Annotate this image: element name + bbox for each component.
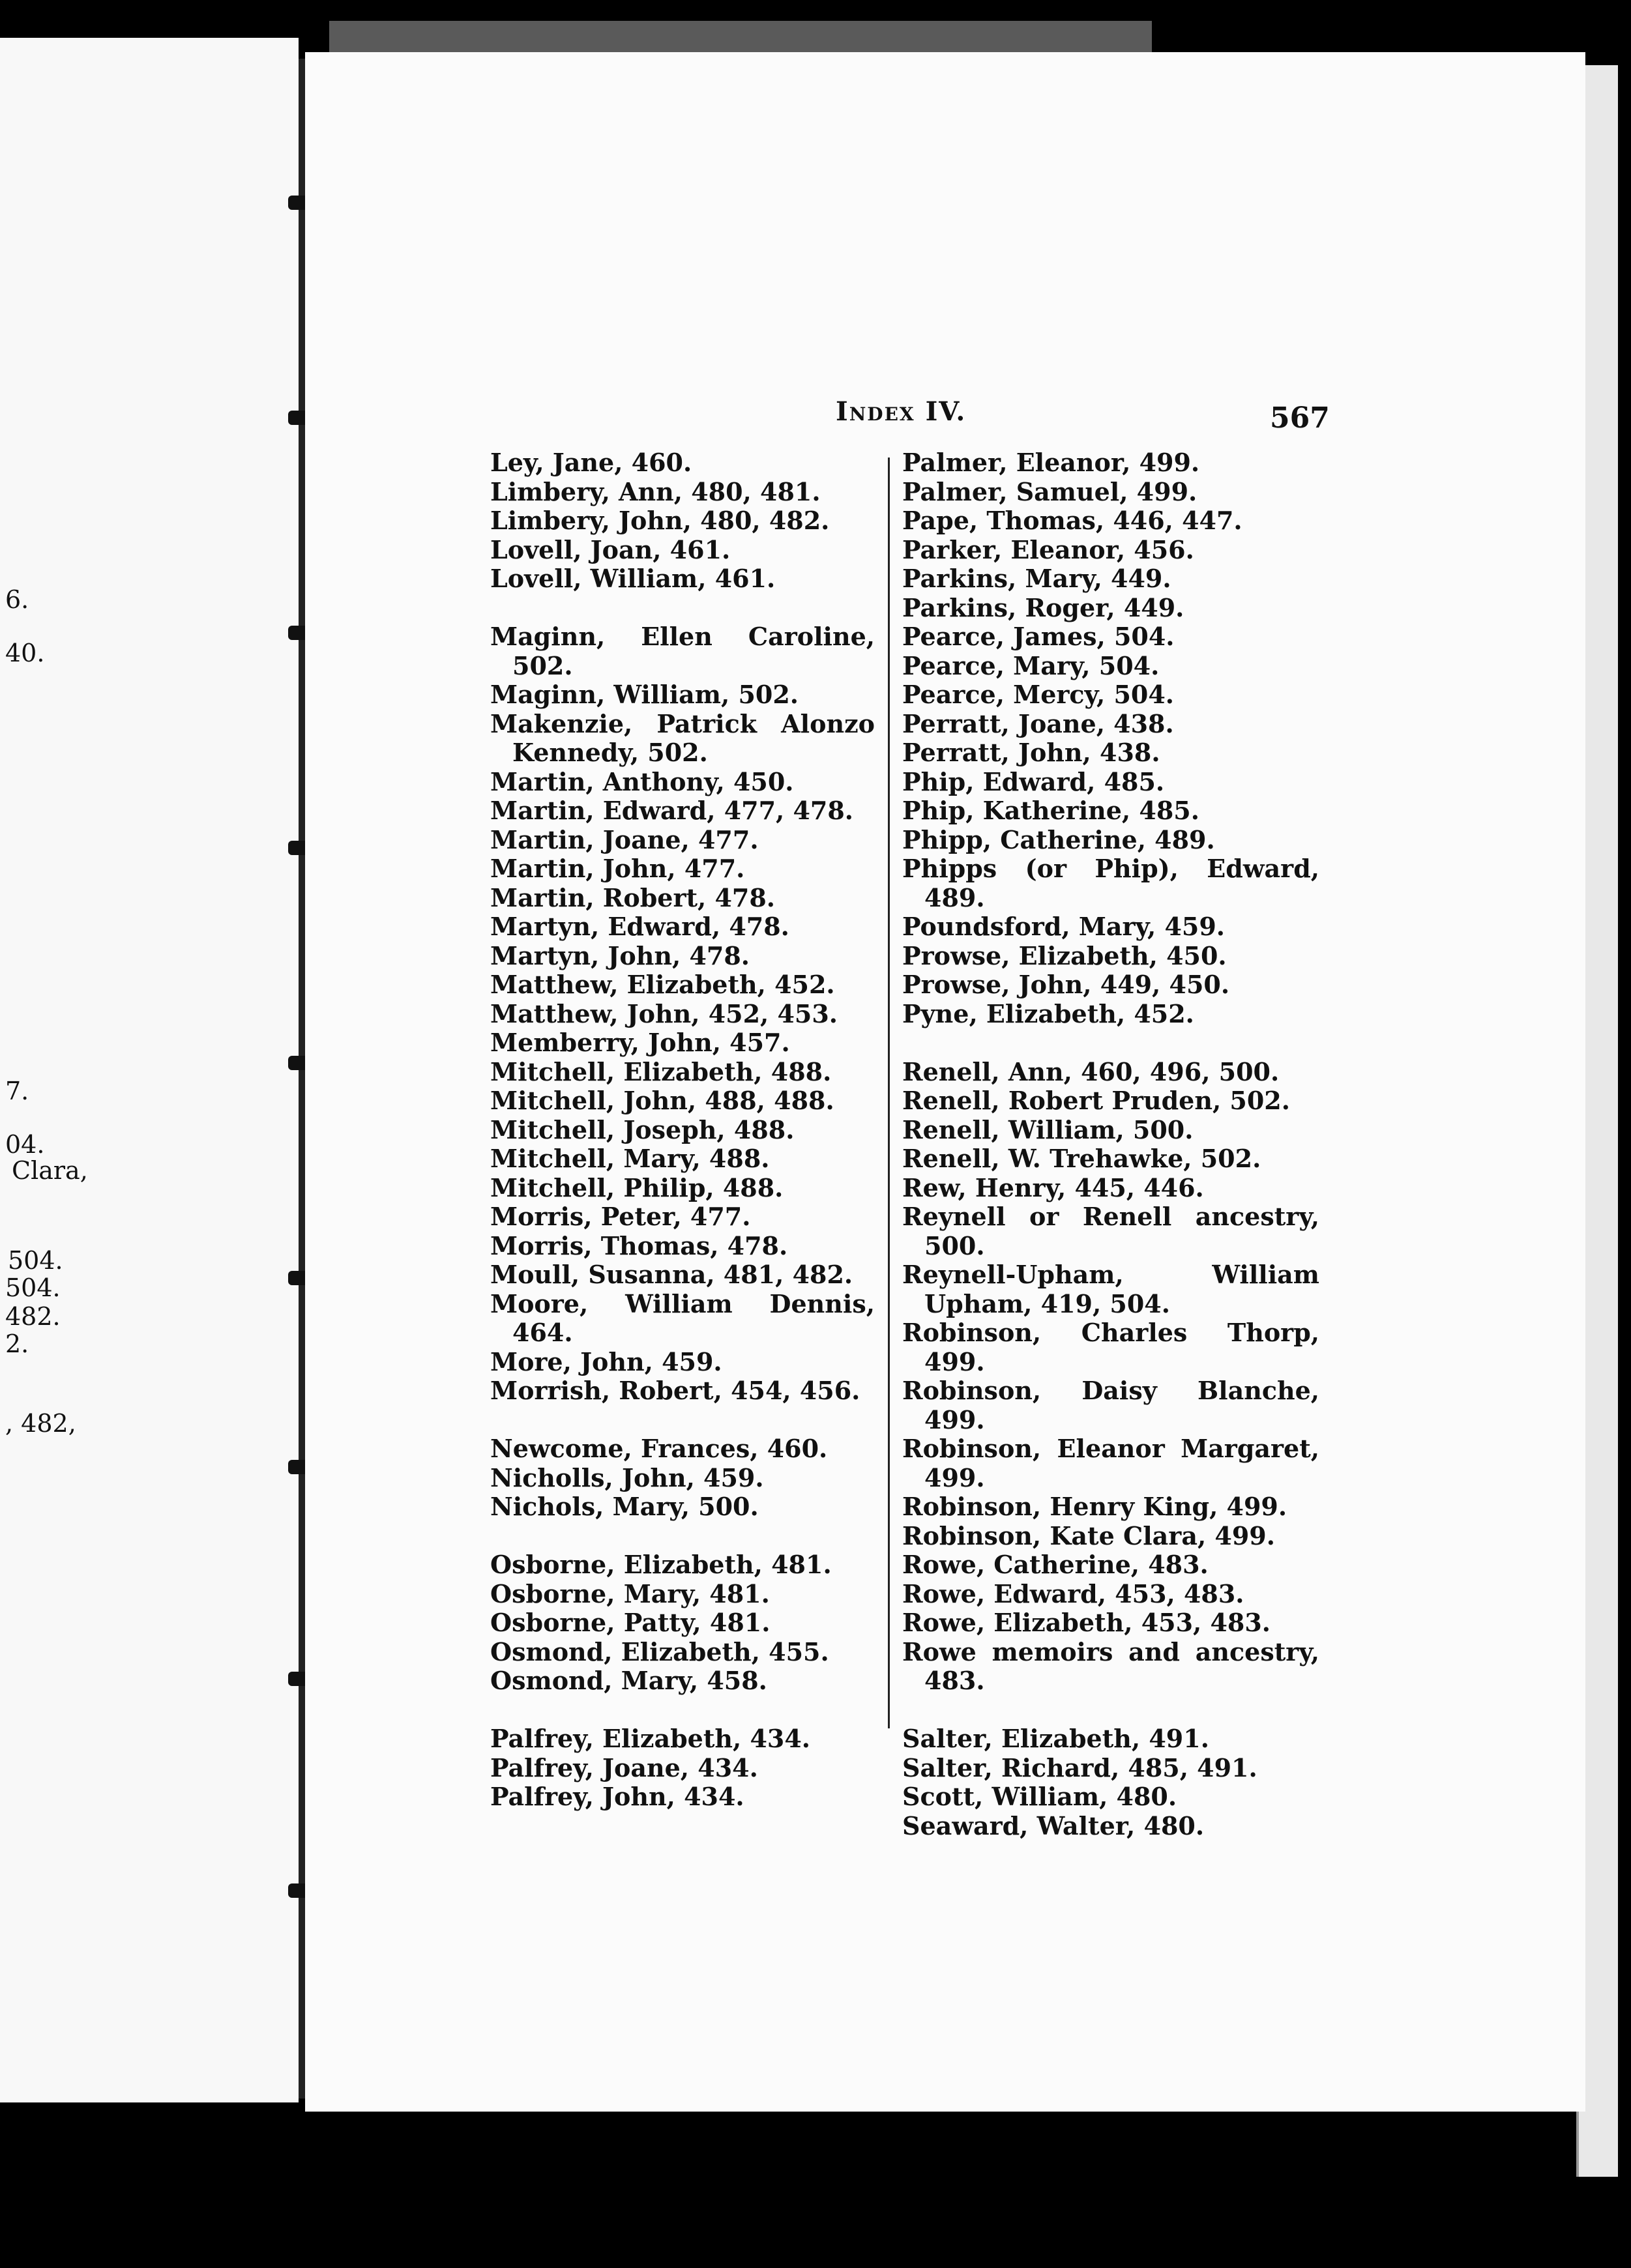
index-entry: Limbery, John, 480, 482. — [490, 506, 830, 535]
index-entry: Matthew, John, 452, 453. — [490, 998, 838, 1028]
index-entry: Ley, Jane, 460. — [490, 448, 692, 477]
index-entry: Parkins, Mary, 449. — [902, 564, 1171, 593]
index-entry: Pape, Thomas, 446, 447. — [902, 506, 1242, 535]
index-entry: Maginn, William, 502. — [490, 680, 799, 709]
index-entry: Makenzie, Patrick Alonzo Kennedy, 502. — [490, 708, 875, 767]
index-entry: Robinson, Daisy Blanche, 499. — [902, 1376, 1319, 1434]
fragment-text: 6. — [5, 585, 29, 614]
index-entry: Morris, Thomas, 478. — [490, 1230, 788, 1260]
index-entry: Robinson, Charles Thorp, 499. — [902, 1318, 1319, 1376]
index-entry: Parkins, Roger, 449. — [902, 592, 1184, 622]
index-column-left — [490, 448, 875, 1812]
letter-group-gap — [902, 1696, 1319, 1725]
index-entry: More, John, 459. — [490, 1346, 722, 1376]
index-entry: Palmer, Samuel, 499. — [902, 476, 1198, 506]
fragment-text: 504. — [8, 1246, 63, 1275]
index-entry: Pearce, Mary, 504. — [902, 650, 1160, 680]
index-entry: Parker, Eleanor, 456. — [902, 534, 1194, 564]
index-entry: Newcome, Frances, 460. — [490, 1434, 828, 1463]
column-divider — [888, 458, 890, 1728]
index-entry: Mitchell, Mary, 488. — [490, 1144, 770, 1173]
index-entry: Osborne, Elizabeth, 481. — [490, 1550, 832, 1579]
index-column-right — [902, 448, 1319, 1840]
index-entry: Lovell, Joan, 461. — [490, 534, 731, 564]
index-entry: Palfrey, Elizabeth, 434. — [490, 1724, 811, 1753]
fragment-text: , 482, — [5, 1409, 76, 1438]
index-entry: Renell, William, 500. — [902, 1114, 1194, 1144]
letter-group-gap — [902, 1028, 1319, 1058]
index-entry: Lovell, William, 461. — [490, 564, 776, 593]
binding-tape — [329, 21, 1152, 56]
index-entry: Renell, Robert Pruden, 502. — [902, 1086, 1290, 1115]
fragment-text: 482. — [5, 1302, 61, 1331]
index-entry: Perratt, John, 438. — [902, 738, 1160, 767]
index-entry: Rowe memoirs and ancestry, 483. — [902, 1636, 1319, 1695]
index-entry: Robinson, Eleanor Margaret, 499. — [902, 1434, 1319, 1492]
index-entry: Memberry, John, 457. — [490, 1028, 790, 1057]
index-entry: Phip, Edward, 485. — [902, 766, 1165, 796]
index-entry: Rowe, Elizabeth, 453, 483. — [902, 1608, 1271, 1637]
letter-group-gap — [490, 1696, 875, 1725]
index-entry: Phipp, Catherine, 489. — [902, 824, 1215, 854]
index-entry: Matthew, Elizabeth, 452. — [490, 970, 835, 999]
index-entry: Pearce, Mercy, 504. — [902, 680, 1174, 709]
index-entry: Mitchell, Joseph, 488. — [490, 1114, 795, 1144]
index-entry: Palmer, Eleanor, 499. — [902, 448, 1200, 477]
index-entry: Prowse, John, 449, 450. — [902, 970, 1230, 999]
fragment-text: 7. — [5, 1077, 29, 1105]
index-entry: Moull, Susanna, 481, 482. — [490, 1260, 853, 1289]
index-entry: Martin, Anthony, 450. — [490, 766, 794, 796]
running-head: Index IV. — [836, 396, 967, 427]
index-entry: Phipps (or Phip), Edward, 489. — [902, 854, 1319, 912]
index-entry: Osborne, Patty, 481. — [490, 1608, 771, 1637]
index-entry: Scott, William, 480. — [902, 1782, 1177, 1811]
index-entry: Martin, Edward, 477, 478. — [490, 796, 854, 825]
index-entry: Perratt, Joane, 438. — [902, 708, 1174, 738]
index-entry: Martyn, John, 478. — [490, 940, 750, 970]
index-entry: Osborne, Mary, 481. — [490, 1578, 770, 1608]
letter-group-gap — [490, 1406, 875, 1435]
index-entry: Moore, William Dennis, 464. — [490, 1288, 875, 1347]
index-entry: Pearce, James, 504. — [902, 622, 1175, 651]
index-entry: Martyn, Edward, 478. — [490, 912, 789, 941]
index-entry: Palfrey, Joane, 434. — [490, 1752, 758, 1782]
index-entry: Martin, Joane, 477. — [490, 824, 759, 854]
index-entry: Pyne, Elizabeth, 452. — [902, 998, 1194, 1028]
index-entry: Prowse, Elizabeth, 450. — [902, 940, 1227, 970]
index-entry: Seaward, Walter, 480. — [902, 1810, 1205, 1840]
index-entry: Nichols, Mary, 500. — [490, 1492, 759, 1521]
index-entry: Mitchell, Elizabeth, 488. — [490, 1056, 832, 1086]
fragment-text: 04. — [5, 1130, 45, 1159]
fragment-text: 40. — [5, 639, 45, 667]
index-entry: Mitchell, John, 488, 488. — [490, 1086, 834, 1115]
index-entry: Rew, Henry, 445, 446. — [902, 1172, 1204, 1202]
index-entry: Nicholls, John, 459. — [490, 1462, 764, 1492]
index-entry: Mitchell, Philip, 488. — [490, 1172, 784, 1202]
index-entry: Limbery, Ann, 480, 481. — [490, 476, 821, 506]
index-entry: Renell, Ann, 460, 496, 500. — [902, 1056, 1280, 1086]
binding-gutter — [299, 59, 305, 2099]
index-entry: Rowe, Edward, 453, 483. — [902, 1578, 1244, 1608]
index-entry: Salter, Elizabeth, 491. — [902, 1724, 1209, 1753]
index-entry: Salter, Richard, 485, 491. — [902, 1752, 1257, 1782]
index-entry: Martin, John, 477. — [490, 854, 745, 883]
fragment-text: 504. — [5, 1273, 61, 1302]
index-entry: Morrish, Robert, 454, 456. — [490, 1376, 860, 1405]
index-entry: Robinson, Kate Clara, 499. — [902, 1520, 1275, 1550]
index-entry: Robinson, Henry King, 499. — [902, 1492, 1287, 1521]
index-entry: Poundsford, Mary, 459. — [902, 912, 1226, 941]
page-number: 567 — [1270, 401, 1330, 435]
fragment-text: 2. — [5, 1330, 29, 1358]
index-entry: Osmond, Elizabeth, 455. — [490, 1636, 829, 1666]
index-entry: Phip, Katherine, 485. — [902, 796, 1199, 825]
index-entry: Reynell-Upham, William Upham, 419, 504. — [902, 1260, 1319, 1318]
previous-page-text — [0, 38, 299, 2102]
index-entry: Osmond, Mary, 458. — [490, 1666, 767, 1695]
letter-group-gap — [490, 1522, 875, 1551]
index-entry: Reynell or Renell ancestry, 500. — [902, 1202, 1319, 1260]
letter-group-gap — [490, 594, 875, 623]
index-entry: Renell, W. Trehawke, 502. — [902, 1144, 1261, 1173]
index-entry: Martin, Robert, 478. — [490, 882, 776, 912]
index-entry: Rowe, Catherine, 483. — [902, 1550, 1209, 1579]
index-entry: Morris, Peter, 477. — [490, 1202, 751, 1231]
index-entry: Maginn, Ellen Caroline, 502. — [490, 622, 875, 680]
previous-page-fragment — [0, 38, 299, 2102]
index-entry: Palfrey, John, 434. — [490, 1782, 744, 1811]
fragment-text: Clara, — [12, 1156, 88, 1185]
